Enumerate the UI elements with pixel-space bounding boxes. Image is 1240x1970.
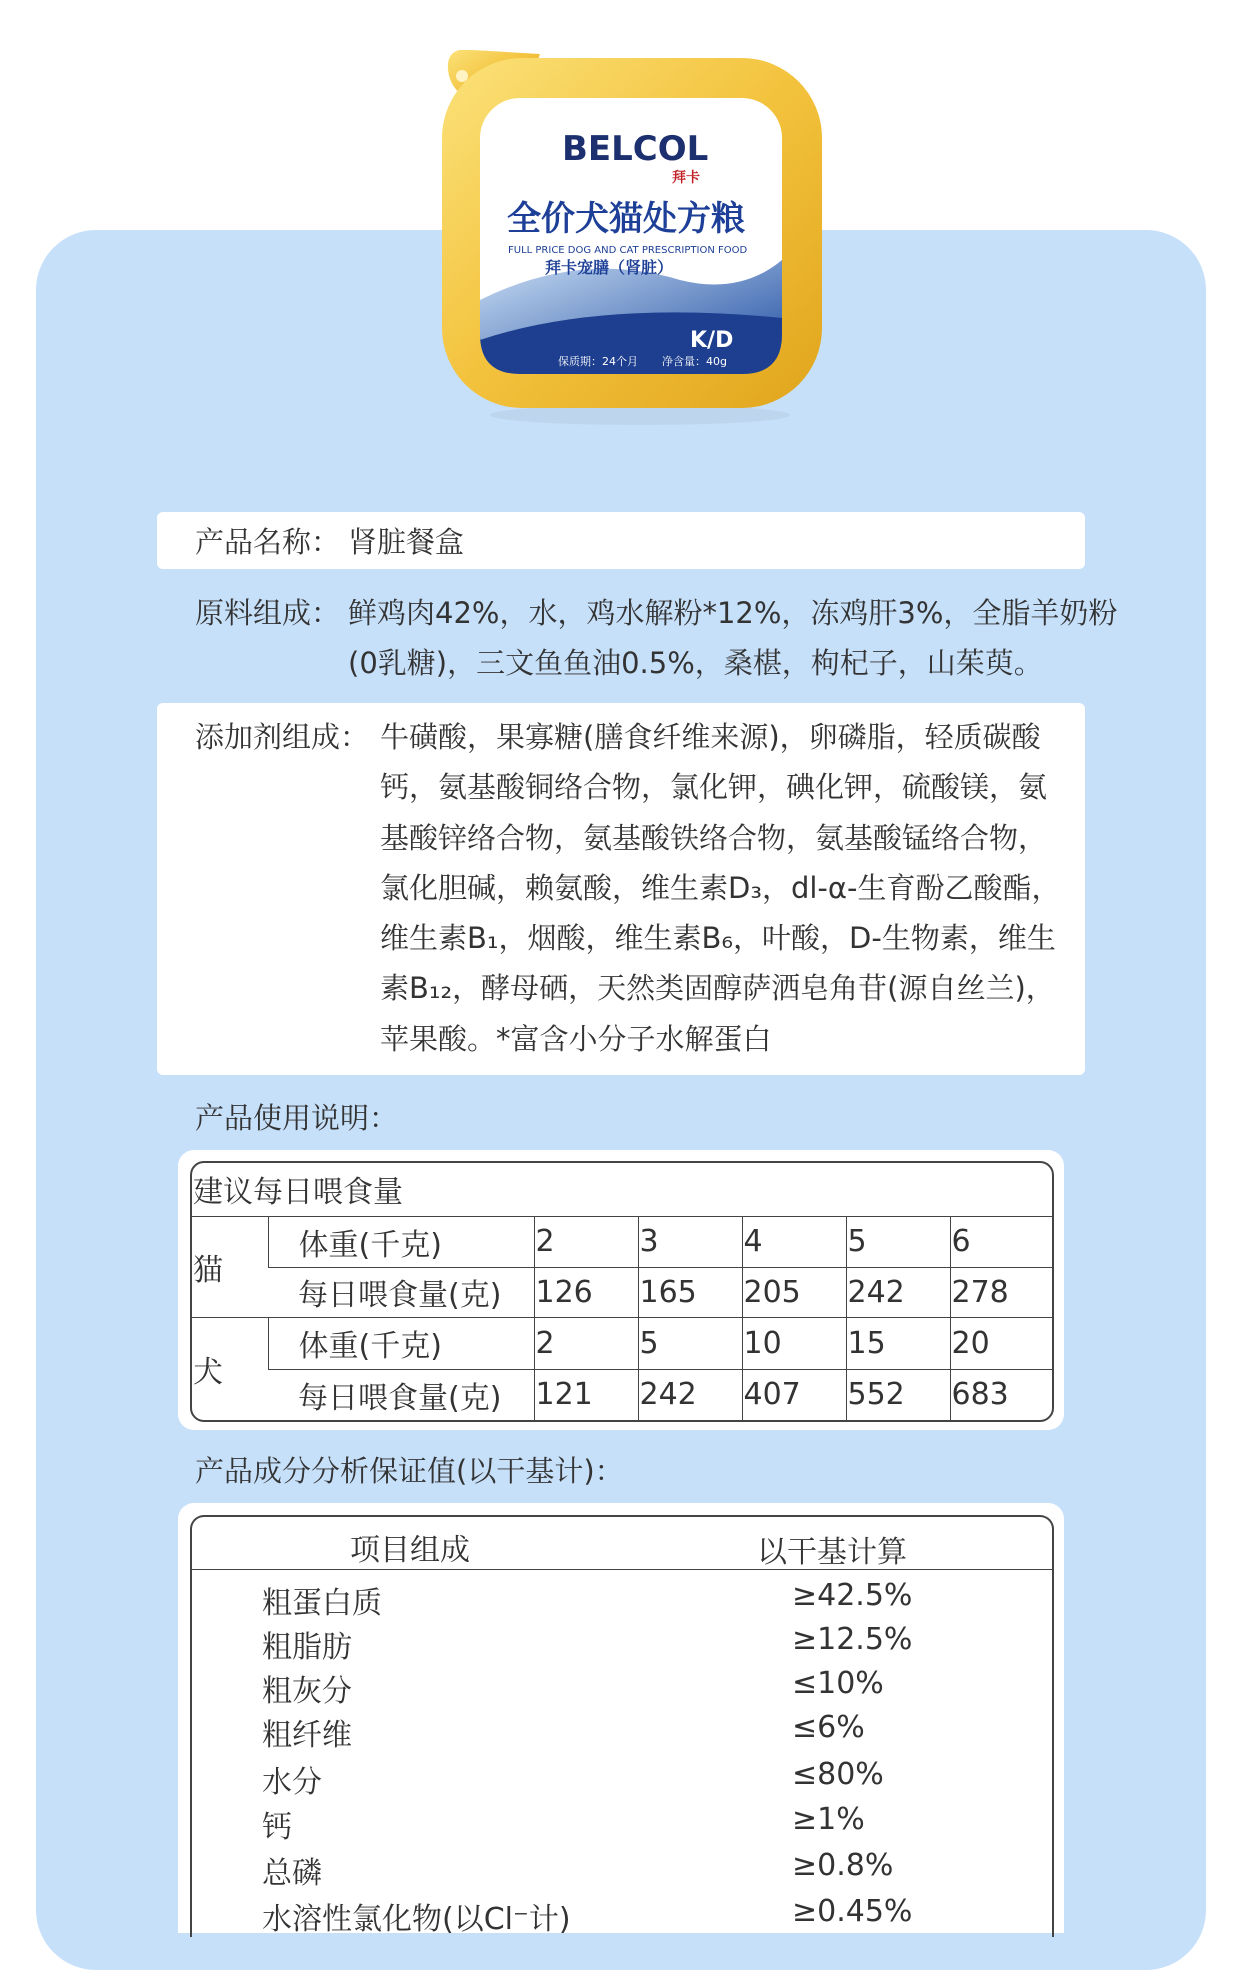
feeding-table-grid	[192, 1163, 1052, 1420]
svg-text:保质期：24个月: 保质期：24个月	[558, 355, 638, 368]
feeding-table-title: 建议每日喂食量	[193, 1175, 403, 1211]
item-name: 水溶性氯化物(以Cl⁻计)	[262, 1902, 571, 1937]
usage-heading: 产品使用说明：	[195, 1101, 399, 1135]
table-row	[192, 1896, 1052, 1937]
table-cell: 4	[742, 1216, 846, 1267]
additives-line: 苹果酸。*富含小分子水解蛋白	[380, 1021, 772, 1056]
table-cell: 10	[742, 1317, 846, 1369]
svg-text:全价犬猫处方粮: 全价犬猫处方粮	[507, 199, 745, 239]
item-name: 粗灰分	[262, 1674, 352, 1709]
table-cell: 205	[742, 1267, 846, 1317]
row-label: 体重(千克)	[268, 1317, 534, 1369]
item-value: ≤80%	[792, 1757, 884, 1792]
ingredients-line-1: 鲜鸡肉42%，水，鸡水解粉*12%，冻鸡肝3%，全脂羊奶粉	[348, 596, 1118, 630]
svg-text:K/D: K/D	[690, 328, 734, 353]
additives-line: 基酸锌络合物，氨基酸铁络合物，氨基酸锰络合物，	[380, 820, 1048, 855]
item-name: 钙	[262, 1810, 292, 1845]
table-cell: 242	[638, 1369, 742, 1420]
item-name: 总磷	[262, 1856, 322, 1891]
animal-dog: 犬	[192, 1317, 268, 1420]
col-header-item: 项目组成	[350, 1533, 470, 1568]
svg-text:FULL PRICE DOG AND CAT PRESCRI: FULL PRICE DOG AND CAT PRESCRIPTION FOOD	[508, 245, 748, 256]
svg-text:拜卡: 拜卡	[672, 170, 700, 186]
additives-line: 氯化胆碱，赖氨酸，维生素D₃，dl-α-生育酚乙酸酯，	[380, 870, 1061, 905]
composition-heading: 产品成分分析保证值(以干基计)：	[195, 1454, 624, 1488]
brand-logo: BELCOL	[562, 129, 709, 169]
composition-table-header	[192, 1517, 1052, 1570]
animal-cat: 猫	[192, 1216, 268, 1317]
ingredients-label: 原料组成：	[195, 596, 341, 630]
feeding-table	[190, 1161, 1054, 1422]
row-label: 每日喂食量(克)	[268, 1267, 534, 1317]
table-cell: 5	[638, 1317, 742, 1369]
item-name: 粗纤维	[262, 1718, 352, 1753]
item-value: ≥1%	[792, 1802, 865, 1837]
additives-line: 维生素B₁，烟酸，维生素B₆，叶酸，D-生物素，维生	[380, 921, 1056, 956]
table-cell: 121	[534, 1369, 638, 1420]
item-value: ≥42.5%	[792, 1578, 913, 1613]
svg-text:净含量：40g: 净含量：40g	[662, 355, 727, 368]
table-cell: 278	[950, 1267, 1052, 1317]
table-row	[192, 1758, 1052, 1804]
table-row	[192, 1850, 1052, 1896]
table-cell: 2	[534, 1317, 638, 1369]
row-label: 每日喂食量(克)	[268, 1369, 534, 1420]
additives-label: 添加剂组成：	[195, 720, 370, 754]
item-name: 粗蛋白质	[262, 1586, 382, 1621]
additives-line: 牛磺酸，果寡糖(膳食纤维来源)，卵磷脂，轻质碳酸	[380, 720, 1041, 754]
item-name: 水分	[262, 1765, 322, 1800]
table-row	[192, 1620, 1052, 1666]
additives-line: 素B₁₂，酵母硒，天然类固醇萨洒皂角苷(源自丝兰)，	[380, 971, 1055, 1006]
table-row	[192, 1804, 1052, 1850]
additives-line: 钙，氨基酸铜络合物，氯化钾，碘化钾，硫酸镁，氨	[380, 770, 1048, 805]
item-value: ≥0.45%	[792, 1894, 913, 1929]
composition-table	[190, 1515, 1054, 1937]
item-value: ≥0.8%	[792, 1848, 894, 1883]
table-cell: 242	[846, 1267, 950, 1317]
item-value: ≥12.5%	[792, 1622, 913, 1657]
additives-list	[380, 712, 1060, 1064]
table-cell: 407	[742, 1369, 846, 1420]
table-cell: 3	[638, 1216, 742, 1267]
table-cell: 126	[534, 1267, 638, 1317]
composition-rows	[192, 1570, 1052, 1937]
product-name-value: 肾脏餐盒	[348, 525, 465, 559]
table-cell: 20	[950, 1317, 1052, 1369]
table-row	[192, 1574, 1052, 1620]
table-cell: 683	[950, 1369, 1052, 1420]
product-name-label: 产品名称：	[195, 525, 341, 559]
col-header-value: 以干基计算	[757, 1535, 907, 1570]
table-row	[192, 1666, 1052, 1712]
svg-text:拜卡宠膳（肾脏）: 拜卡宠膳（肾脏）	[545, 258, 674, 277]
table-cell: 5	[846, 1216, 950, 1267]
ingredients-line-2: (0乳糖)，三文鱼鱼油0.5%，桑椹，枸杞子，山茱萸。	[348, 646, 1043, 680]
table-cell: 165	[638, 1267, 742, 1317]
item-value: ≤6%	[792, 1710, 865, 1745]
product-tray-image	[440, 50, 830, 430]
item-value: ≤10%	[792, 1666, 884, 1701]
table-cell: 552	[846, 1369, 950, 1420]
table-cell: 2	[534, 1216, 638, 1267]
row-label: 体重(千克)	[268, 1216, 534, 1267]
item-name: 粗脂肪	[262, 1630, 352, 1665]
table-row	[192, 1712, 1052, 1758]
table-cell: 6	[950, 1216, 1052, 1267]
table-cell: 15	[846, 1317, 950, 1369]
